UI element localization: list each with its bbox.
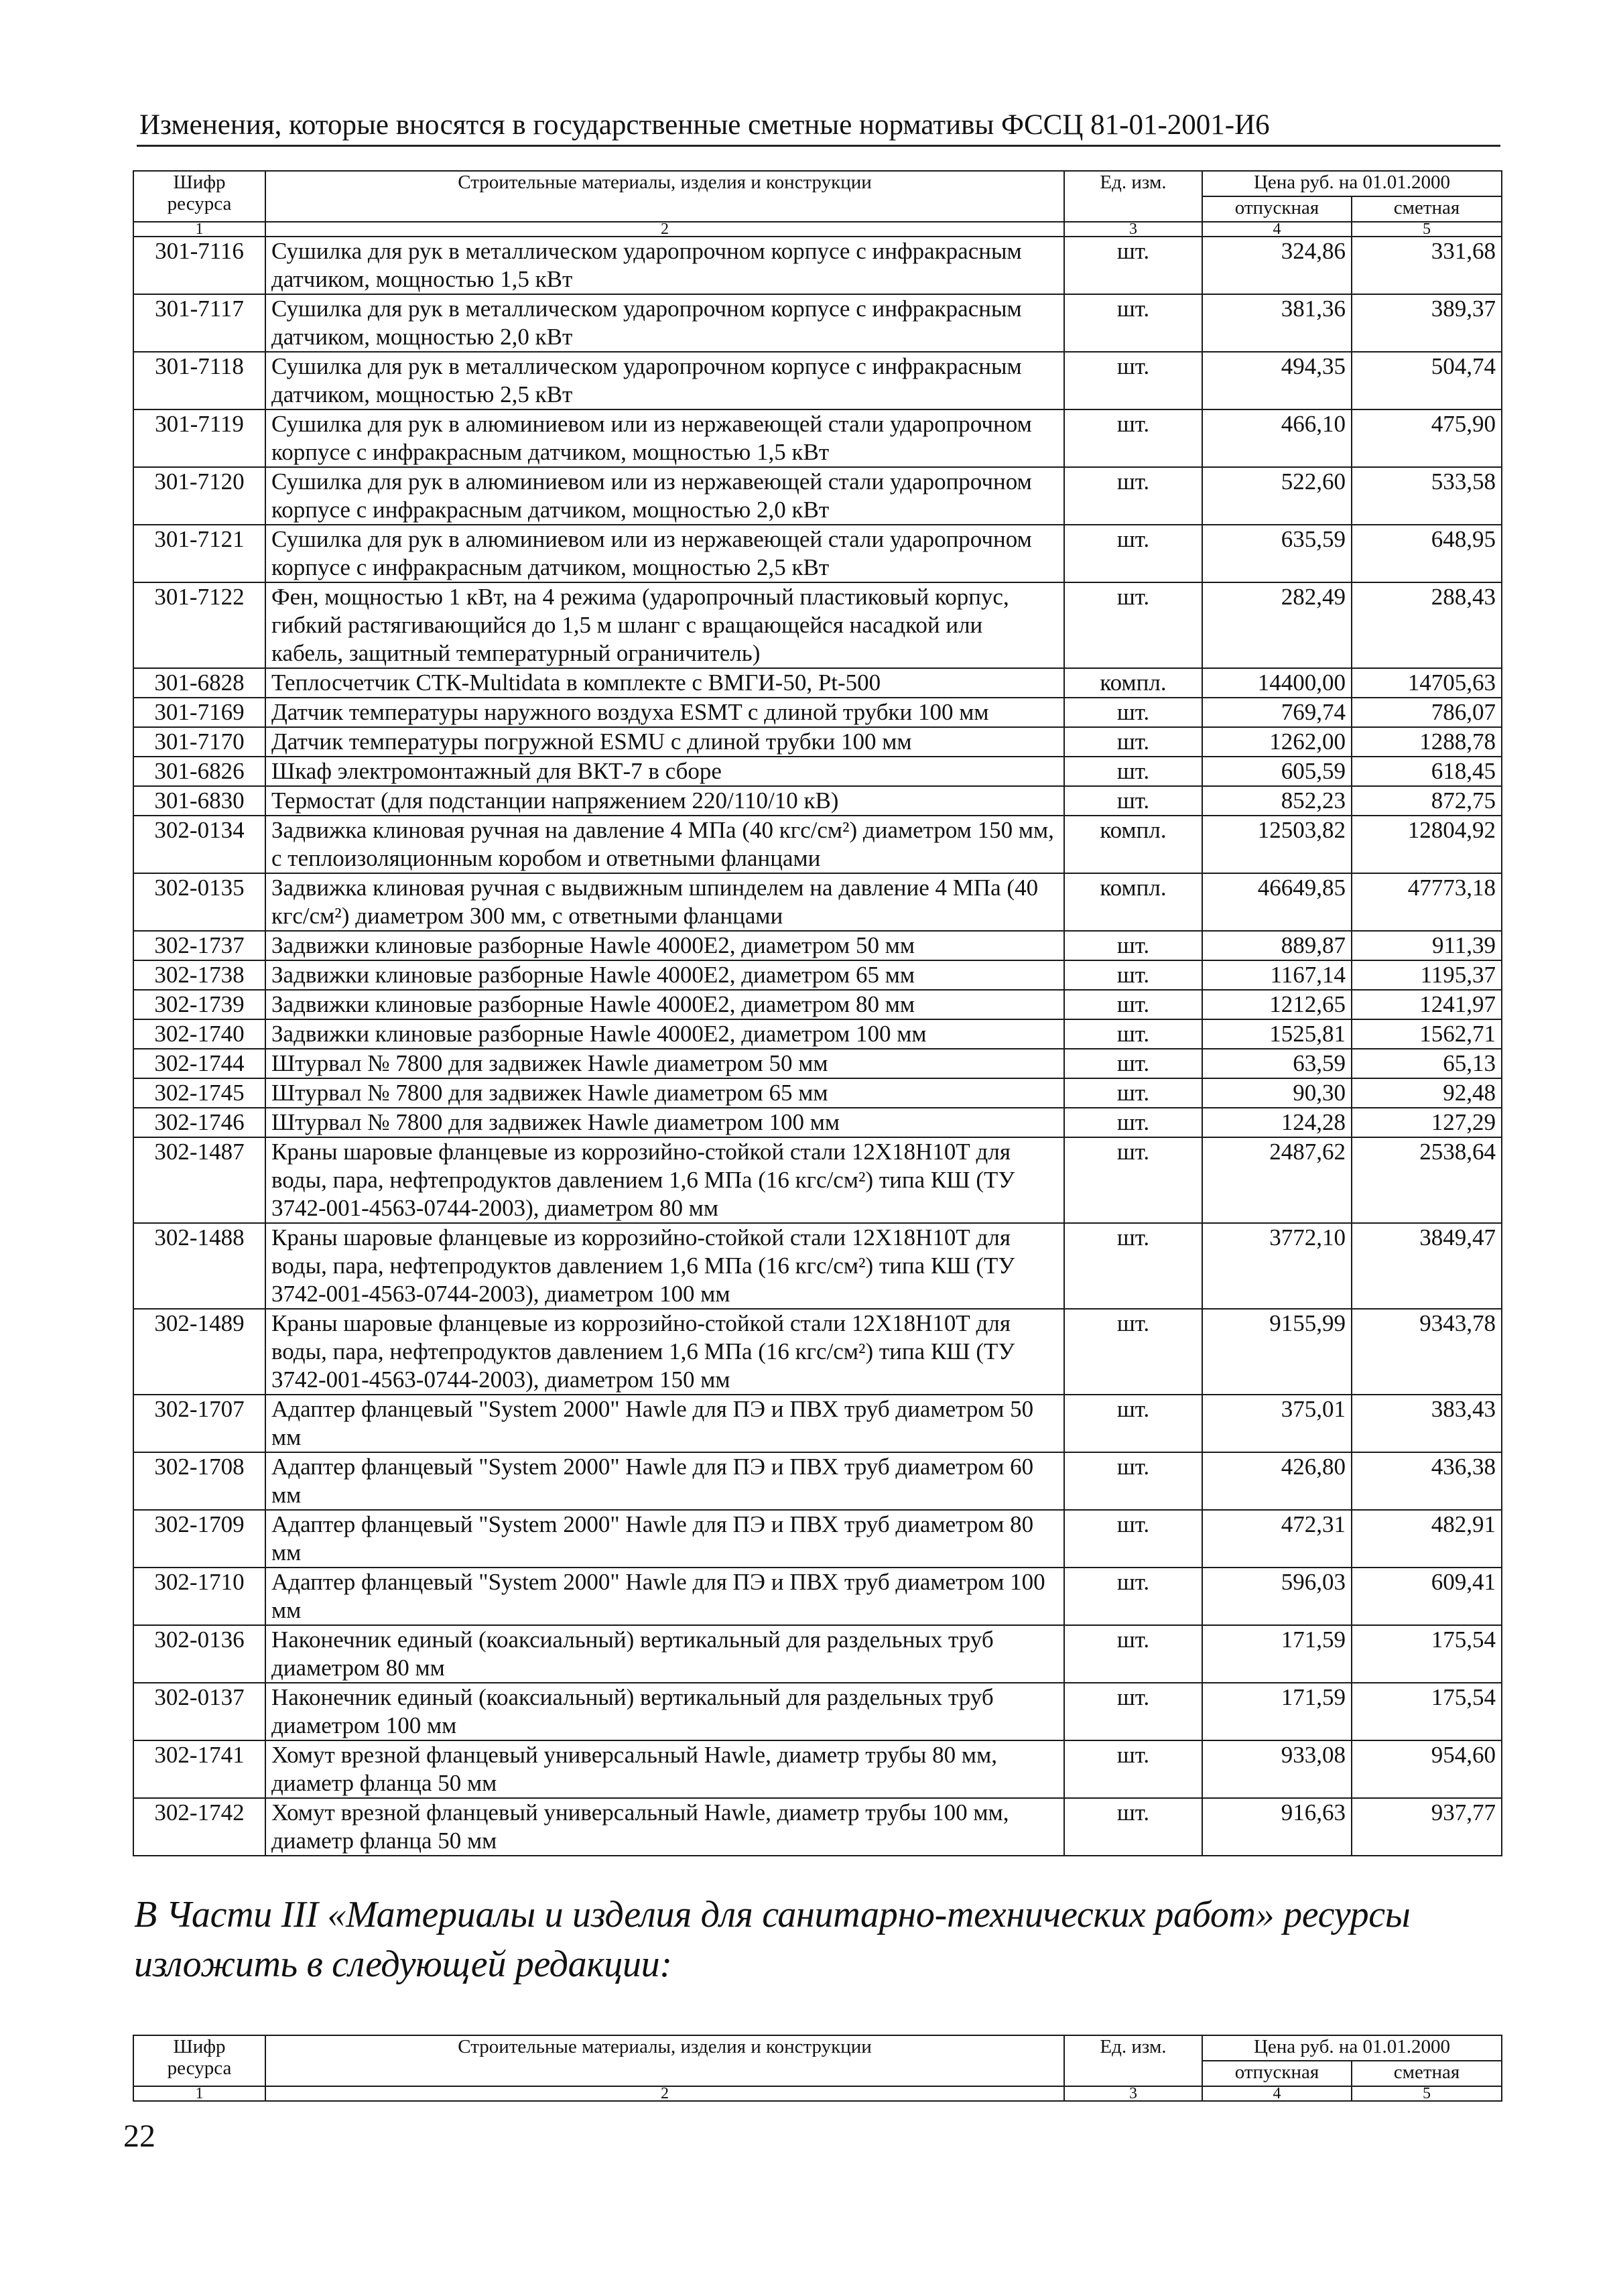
cell-name: Адаптер фланцевый "System 2000" Hawle для ПЭ и ПВХ труб диаметром 100 мм	[265, 1568, 1064, 1625]
cell-unit: шт.	[1064, 1108, 1202, 1137]
cell-price-estimate: 1241,97	[1352, 990, 1502, 1019]
cell-name: Шкаф электромонтажный для ВКТ-7 в сборе	[265, 757, 1064, 786]
col-header-price: Цена руб. на 01.01.2000	[1202, 2035, 1502, 2061]
cell-unit: шт.	[1064, 990, 1202, 1019]
cell-code: 301-6828	[133, 668, 265, 698]
cell-unit: шт.	[1064, 1395, 1202, 1452]
cell-unit: шт.	[1064, 1510, 1202, 1568]
cell-name: Сушилка для рук в металлическом ударопрочном корпусе с инфракрасным датчиком, мощностью 1,5 кВт	[265, 237, 1064, 294]
cell-name: Задвижки клиновые разборные Hawle 4000E2, диаметром 65 мм	[265, 960, 1064, 990]
table-row	[133, 1137, 1502, 1223]
cell-price-release: 466,10	[1202, 409, 1352, 467]
cell-price-estimate: 436,38	[1352, 1452, 1502, 1510]
cell-unit: шт.	[1064, 352, 1202, 409]
cell-name: Штурвал № 7800 для задвижек Hawle диаметром 50 мм	[265, 1049, 1064, 1078]
col-header-price-release: отпускная	[1202, 196, 1352, 222]
cell-code: 302-1737	[133, 931, 265, 960]
cell-unit: шт.	[1064, 1078, 1202, 1108]
cell-price-release: 46649,85	[1202, 873, 1352, 931]
cell-name: Задвижка клиновая ручная с выдвижным шпинделем на давление 4 МПа (40 кгс/см²) диаметром 300 мм, с ответными фланцами	[265, 873, 1064, 931]
resources-table-continued	[133, 2035, 1502, 2102]
cell-unit: шт.	[1064, 1309, 1202, 1395]
cell-name: Наконечник единый (коаксиальный) вертикальный для раздельных труб диаметром 80 мм	[265, 1625, 1064, 1683]
cell-price-estimate: 618,45	[1352, 757, 1502, 786]
cell-code: 301-7119	[133, 409, 265, 467]
cell-price-estimate: 937,77	[1352, 1798, 1502, 1856]
cell-unit: шт.	[1064, 1798, 1202, 1856]
section-note: В Части III «Материалы и изделия для санитарно-технических работ» ресурсы изложить в следующей редакции:	[134, 1894, 1411, 1985]
cell-price-release: 1525,81	[1202, 1019, 1352, 1049]
cell-unit: шт.	[1064, 1452, 1202, 1510]
cell-code: 302-1742	[133, 1798, 265, 1856]
cell-price-release: 889,87	[1202, 931, 1352, 960]
cell-price-release: 605,59	[1202, 757, 1352, 786]
cell-price-release: 3772,10	[1202, 1223, 1352, 1309]
cell-price-estimate: 533,58	[1352, 467, 1502, 525]
table-row	[133, 1309, 1502, 1395]
cell-price-estimate: 954,60	[1352, 1740, 1502, 1798]
col-header-price-estimate: сметная	[1352, 2061, 1502, 2086]
cell-price-estimate: 3849,47	[1352, 1223, 1502, 1309]
page-header-title: Изменения, которые вносятся в государственные сметные нормативы ФССЦ 81-01-2001-И6	[139, 109, 1270, 141]
col-number-1: 1	[133, 2086, 265, 2101]
cell-code: 302-1741	[133, 1740, 265, 1798]
cell-code: 301-7169	[133, 698, 265, 727]
table-row	[133, 1740, 1502, 1798]
table-body	[133, 237, 1502, 1856]
cell-price-estimate: 175,54	[1352, 1625, 1502, 1683]
cell-name: Краны шаровые фланцевые из коррозийно-стойкой стали 12Х18Н10Т для воды, пара, нефтепродуктов давлением 1,6 МПа (16 кгс/см²) типа КШ (ТУ 3742-001-4563-0744-2003), диаметром 80 мм	[265, 1137, 1064, 1223]
cell-price-release: 1167,14	[1202, 960, 1352, 990]
cell-price-estimate: 475,90	[1352, 409, 1502, 467]
cell-unit: шт.	[1064, 1683, 1202, 1740]
cell-price-release: 1262,00	[1202, 727, 1352, 757]
table-row	[133, 352, 1502, 409]
table-row	[133, 1510, 1502, 1568]
col-number-2: 2	[265, 2086, 1064, 2101]
cell-price-estimate: 2538,64	[1352, 1137, 1502, 1223]
table-row	[133, 237, 1502, 294]
table-row	[133, 1798, 1502, 1856]
cell-price-release: 852,23	[1202, 786, 1352, 816]
cell-price-estimate: 1195,37	[1352, 960, 1502, 990]
table-row	[133, 525, 1502, 582]
table-row	[133, 1625, 1502, 1683]
cell-name: Хомут врезной фланцевый универсальный Hawle, диаметр трубы 100 мм, диаметр фланца 50 мм	[265, 1798, 1064, 1856]
table-row	[133, 668, 1502, 698]
cell-code: 302-1708	[133, 1452, 265, 1510]
page-number: 22	[123, 2118, 155, 2154]
cell-name: Датчик температуры погружной ESMU с длиной трубки 100 мм	[265, 727, 1064, 757]
cell-code: 301-7118	[133, 352, 265, 409]
cell-code: 302-0137	[133, 1683, 265, 1740]
table-row	[133, 931, 1502, 960]
cell-code: 302-1746	[133, 1108, 265, 1137]
table-row	[133, 698, 1502, 727]
cell-code: 302-1744	[133, 1049, 265, 1078]
cell-code: 302-1707	[133, 1395, 265, 1452]
cell-code: 301-6830	[133, 786, 265, 816]
cell-unit: шт.	[1064, 467, 1202, 525]
cell-price-release: 916,63	[1202, 1798, 1352, 1856]
table-row	[133, 1078, 1502, 1108]
table-row	[133, 409, 1502, 467]
cell-name: Сушилка для рук в алюминиевом или из нержавеющей стали ударопрочном корпусе с инфракрасным датчиком, мощностью 2,0 кВт	[265, 467, 1064, 525]
cell-unit: шт.	[1064, 931, 1202, 960]
cell-price-release: 2487,62	[1202, 1137, 1352, 1223]
cell-name: Адаптер фланцевый "System 2000" Hawle для ПЭ и ПВХ труб диаметром 60 мм	[265, 1452, 1064, 1510]
cell-unit: шт.	[1064, 960, 1202, 990]
cell-price-release: 171,59	[1202, 1625, 1352, 1683]
cell-price-release: 769,74	[1202, 698, 1352, 727]
cell-unit: шт.	[1064, 786, 1202, 816]
cell-price-estimate: 482,91	[1352, 1510, 1502, 1568]
table-header-continued	[133, 2035, 1502, 2101]
table-row	[133, 467, 1502, 525]
table-row	[133, 990, 1502, 1019]
cell-name: Термостат (для подстанции напряжением 220/110/10 кВ)	[265, 786, 1064, 816]
cell-name: Сушилка для рук в металлическом ударопрочном корпусе с инфракрасным датчиком, мощностью 2,5 кВт	[265, 352, 1064, 409]
table-row	[133, 727, 1502, 757]
col-number-3: 3	[1064, 2086, 1202, 2101]
col-number-1: 1	[133, 222, 265, 237]
cell-name: Задвижки клиновые разборные Hawle 4000E2, диаметром 100 мм	[265, 1019, 1064, 1049]
col-header-price-release: отпускная	[1202, 2061, 1352, 2086]
cell-name: Сушилка для рук в алюминиевом или из нержавеющей стали ударопрочном корпусе с инфракрасным датчиком, мощностью 2,5 кВт	[265, 525, 1064, 582]
cell-price-release: 381,36	[1202, 294, 1352, 352]
cell-name: Наконечник единый (коаксиальный) вертикальный для раздельных труб диаметром 100 мм	[265, 1683, 1064, 1740]
cell-code: 301-7122	[133, 582, 265, 668]
cell-unit: компл.	[1064, 668, 1202, 698]
cell-price-estimate: 1562,71	[1352, 1019, 1502, 1049]
col-header-name: Строительные материалы, изделия и конструкции	[265, 2035, 1064, 2086]
cell-name: Адаптер фланцевый "System 2000" Hawle для ПЭ и ПВХ труб диаметром 50 мм	[265, 1395, 1064, 1452]
cell-unit: компл.	[1064, 873, 1202, 931]
cell-code: 302-0134	[133, 816, 265, 873]
cell-code: 301-7116	[133, 237, 265, 294]
cell-name: Краны шаровые фланцевые из коррозийно-стойкой стали 12Х18Н10Т для воды, пара, нефтепродуктов давлением 1,6 МПа (16 кгс/см²) типа КШ (ТУ 3742-001-4563-0744-2003), диаметром 100 мм	[265, 1223, 1064, 1309]
cell-unit: шт.	[1064, 698, 1202, 727]
col-number-4: 4	[1202, 222, 1352, 237]
cell-code: 302-1488	[133, 1223, 265, 1309]
table-row	[133, 873, 1502, 931]
cell-name: Фен, мощностью 1 кВт, на 4 режима (ударопрочный пластиковый корпус, гибкий растягивающийся до 1,5 м шланг с вращающейся насадкой или кабель, защитный температурный ограничитель)	[265, 582, 1064, 668]
cell-name: Задвижка клиновая ручная на давление 4 МПа (40 кгс/см²) диаметром 150 мм, с теплоизоляционным коробом и ответными фланцами	[265, 816, 1064, 873]
col-header-code: Шифр ресурса	[133, 171, 265, 222]
cell-price-estimate: 12804,92	[1352, 816, 1502, 873]
col-number-4: 4	[1202, 2086, 1352, 2101]
cell-price-release: 1212,65	[1202, 990, 1352, 1019]
cell-code: 302-1709	[133, 1510, 265, 1568]
table-row	[133, 786, 1502, 816]
cell-code: 302-1487	[133, 1137, 265, 1223]
col-header-code: Шифр ресурса	[133, 2035, 265, 2086]
cell-name: Хомут врезной фланцевый универсальный Hawle, диаметр трубы 80 мм, диаметр фланца 50 мм	[265, 1740, 1064, 1798]
cell-code: 302-1710	[133, 1568, 265, 1625]
col-header-price: Цена руб. на 01.01.2000	[1202, 171, 1502, 196]
cell-unit: шт.	[1064, 582, 1202, 668]
cell-price-estimate: 1288,78	[1352, 727, 1502, 757]
cell-price-estimate: 331,68	[1352, 237, 1502, 294]
col-header-price-estimate: сметная	[1352, 196, 1502, 222]
table-row	[133, 1568, 1502, 1625]
cell-price-release: 324,86	[1202, 237, 1352, 294]
cell-code: 301-7121	[133, 525, 265, 582]
table-row	[133, 1395, 1502, 1452]
cell-unit: компл.	[1064, 816, 1202, 873]
cell-code: 301-6826	[133, 757, 265, 786]
cell-unit: шт.	[1064, 294, 1202, 352]
col-header-unit: Ед. изм.	[1064, 171, 1202, 222]
table-row	[133, 757, 1502, 786]
col-header-name: Строительные материалы, изделия и конструкции	[265, 171, 1064, 222]
cell-unit: шт.	[1064, 525, 1202, 582]
cell-name: Штурвал № 7800 для задвижек Hawle диаметром 100 мм	[265, 1108, 1064, 1137]
cell-price-estimate: 92,48	[1352, 1078, 1502, 1108]
cell-unit: шт.	[1064, 1049, 1202, 1078]
table-row	[133, 1108, 1502, 1137]
cell-name: Теплосчетчик СТК-Multidata в комплекте с ВМГИ-50, Pt-500	[265, 668, 1064, 698]
cell-price-estimate: 648,95	[1352, 525, 1502, 582]
cell-price-release: 12503,82	[1202, 816, 1352, 873]
cell-code: 302-1740	[133, 1019, 265, 1049]
cell-code: 302-1738	[133, 960, 265, 990]
cell-price-estimate: 872,75	[1352, 786, 1502, 816]
cell-price-estimate: 504,74	[1352, 352, 1502, 409]
cell-price-release: 9155,99	[1202, 1309, 1352, 1395]
cell-price-release: 171,59	[1202, 1683, 1352, 1740]
table-row	[133, 1683, 1502, 1740]
cell-unit: шт.	[1064, 1223, 1202, 1309]
cell-name: Штурвал № 7800 для задвижек Hawle диаметром 65 мм	[265, 1078, 1064, 1108]
cell-price-release: 63,59	[1202, 1049, 1352, 1078]
cell-code: 301-7120	[133, 467, 265, 525]
table-row	[133, 816, 1502, 873]
cell-unit: шт.	[1064, 1019, 1202, 1049]
cell-price-release: 635,59	[1202, 525, 1352, 582]
table-row	[133, 582, 1502, 668]
col-header-unit: Ед. изм.	[1064, 2035, 1202, 2086]
cell-price-estimate: 65,13	[1352, 1049, 1502, 1078]
cell-unit: шт.	[1064, 409, 1202, 467]
cell-price-estimate: 383,43	[1352, 1395, 1502, 1452]
table-row	[133, 960, 1502, 990]
cell-price-estimate: 911,39	[1352, 931, 1502, 960]
cell-price-release: 282,49	[1202, 582, 1352, 668]
cell-code: 301-7117	[133, 294, 265, 352]
cell-unit: шт.	[1064, 1137, 1202, 1223]
cell-price-estimate: 389,37	[1352, 294, 1502, 352]
table-row	[133, 1019, 1502, 1049]
cell-price-release: 90,30	[1202, 1078, 1352, 1108]
cell-code: 302-1739	[133, 990, 265, 1019]
header-rule	[137, 145, 1500, 147]
cell-price-release: 375,01	[1202, 1395, 1352, 1452]
cell-unit: шт.	[1064, 1625, 1202, 1683]
cell-unit: шт.	[1064, 237, 1202, 294]
cell-price-release: 124,28	[1202, 1108, 1352, 1137]
cell-price-estimate: 786,07	[1352, 698, 1502, 727]
cell-name: Адаптер фланцевый "System 2000" Hawle для ПЭ и ПВХ труб диаметром 80 мм	[265, 1510, 1064, 1568]
table-row	[133, 1452, 1502, 1510]
resources-table	[133, 170, 1502, 1856]
cell-unit: шт.	[1064, 757, 1202, 786]
cell-code: 302-0136	[133, 1625, 265, 1683]
cell-code: 302-1745	[133, 1078, 265, 1108]
cell-price-release: 596,03	[1202, 1568, 1352, 1625]
cell-price-estimate: 175,54	[1352, 1683, 1502, 1740]
cell-price-estimate: 14705,63	[1352, 668, 1502, 698]
col-number-5: 5	[1352, 222, 1502, 237]
cell-price-release: 472,31	[1202, 1510, 1352, 1568]
table-header	[133, 171, 1502, 237]
cell-code: 302-0135	[133, 873, 265, 931]
cell-price-release: 494,35	[1202, 352, 1352, 409]
cell-price-estimate: 47773,18	[1352, 873, 1502, 931]
cell-name: Задвижки клиновые разборные Hawle 4000E2, диаметром 80 мм	[265, 990, 1064, 1019]
cell-code: 301-7170	[133, 727, 265, 757]
cell-price-release: 522,60	[1202, 467, 1352, 525]
col-number-5: 5	[1352, 2086, 1502, 2101]
cell-name: Датчик температуры наружного воздуха ESMT с длиной трубки 100 мм	[265, 698, 1064, 727]
cell-unit: шт.	[1064, 1740, 1202, 1798]
table-row	[133, 1049, 1502, 1078]
cell-unit: шт.	[1064, 727, 1202, 757]
cell-unit: шт.	[1064, 1568, 1202, 1625]
table-row	[133, 1223, 1502, 1309]
cell-name: Сушилка для рук в металлическом ударопрочном корпусе с инфракрасным датчиком, мощностью 2,0 кВт	[265, 294, 1064, 352]
cell-price-estimate: 288,43	[1352, 582, 1502, 668]
col-number-2: 2	[265, 222, 1064, 237]
cell-name: Сушилка для рук в алюминиевом или из нержавеющей стали ударопрочном корпусе с инфракрасным датчиком, мощностью 1,5 кВт	[265, 409, 1064, 467]
cell-price-estimate: 127,29	[1352, 1108, 1502, 1137]
cell-price-release: 14400,00	[1202, 668, 1352, 698]
table-row	[133, 294, 1502, 352]
col-number-3: 3	[1064, 222, 1202, 237]
cell-price-estimate: 9343,78	[1352, 1309, 1502, 1395]
cell-price-release: 933,08	[1202, 1740, 1352, 1798]
cell-name: Краны шаровые фланцевые из коррозийно-стойкой стали 12Х18Н10Т для воды, пара, нефтепродуктов давлением 1,6 МПа (16 кгс/см²) типа КШ (ТУ 3742-001-4563-0744-2003), диаметром 150 мм	[265, 1309, 1064, 1395]
cell-name: Задвижки клиновые разборные Hawle 4000E2, диаметром 50 мм	[265, 931, 1064, 960]
cell-code: 302-1489	[133, 1309, 265, 1395]
cell-price-estimate: 609,41	[1352, 1568, 1502, 1625]
cell-price-release: 426,80	[1202, 1452, 1352, 1510]
